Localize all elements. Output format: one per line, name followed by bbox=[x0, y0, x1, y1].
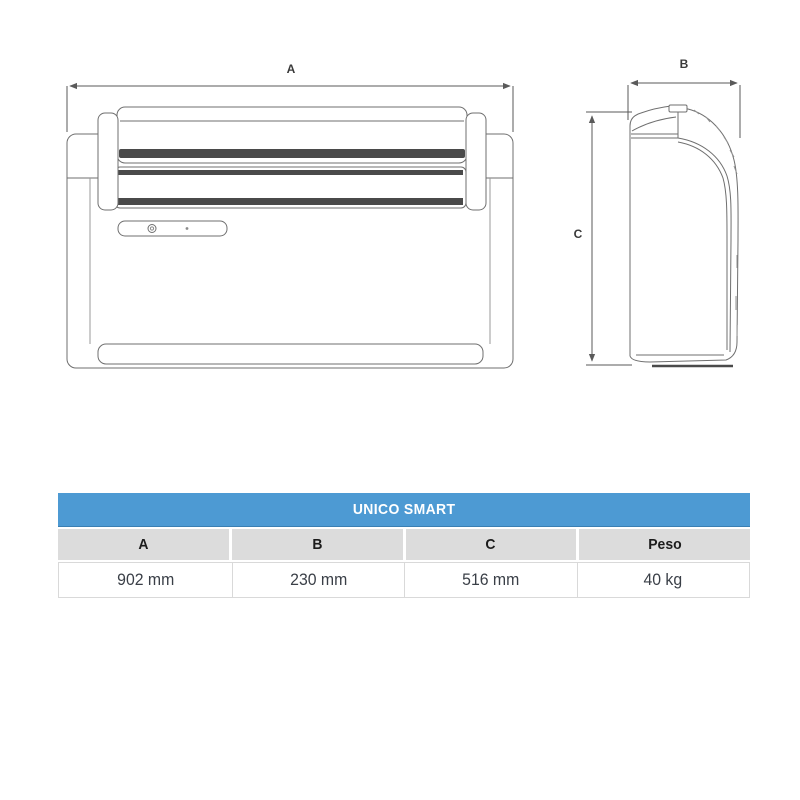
table-value-row bbox=[58, 562, 750, 598]
front-upper-louver bbox=[117, 107, 467, 163]
front-view-drawing bbox=[67, 62, 513, 368]
table-title bbox=[58, 493, 750, 527]
front-left-end-cap bbox=[98, 113, 118, 210]
dimension-b-label: B bbox=[679, 57, 689, 71]
column-header-peso: Peso bbox=[579, 529, 750, 560]
front-lower-grille bbox=[115, 167, 466, 208]
dimension-c-label: C bbox=[573, 227, 583, 241]
table-header-row bbox=[58, 529, 750, 560]
column-header-a: A bbox=[58, 529, 229, 560]
column-header-c: C bbox=[406, 529, 577, 560]
side-body-outline bbox=[630, 106, 738, 362]
value-b: 230 mm bbox=[232, 563, 405, 597]
side-view-drawing bbox=[574, 57, 740, 366]
column-header-b: B bbox=[232, 529, 403, 560]
front-right-end-cap bbox=[466, 113, 486, 210]
dimension-c bbox=[586, 112, 632, 365]
front-control-panel bbox=[118, 221, 227, 236]
value-peso: 40 kg bbox=[577, 563, 750, 597]
value-a: 902 mm bbox=[116, 570, 174, 589]
value-c: 516 mm bbox=[404, 563, 577, 597]
table-title-text: UNICO SMART bbox=[352, 501, 456, 518]
dimension-a-label: A bbox=[286, 62, 296, 76]
spec-table bbox=[58, 493, 750, 598]
front-bottom-panel bbox=[98, 344, 483, 364]
